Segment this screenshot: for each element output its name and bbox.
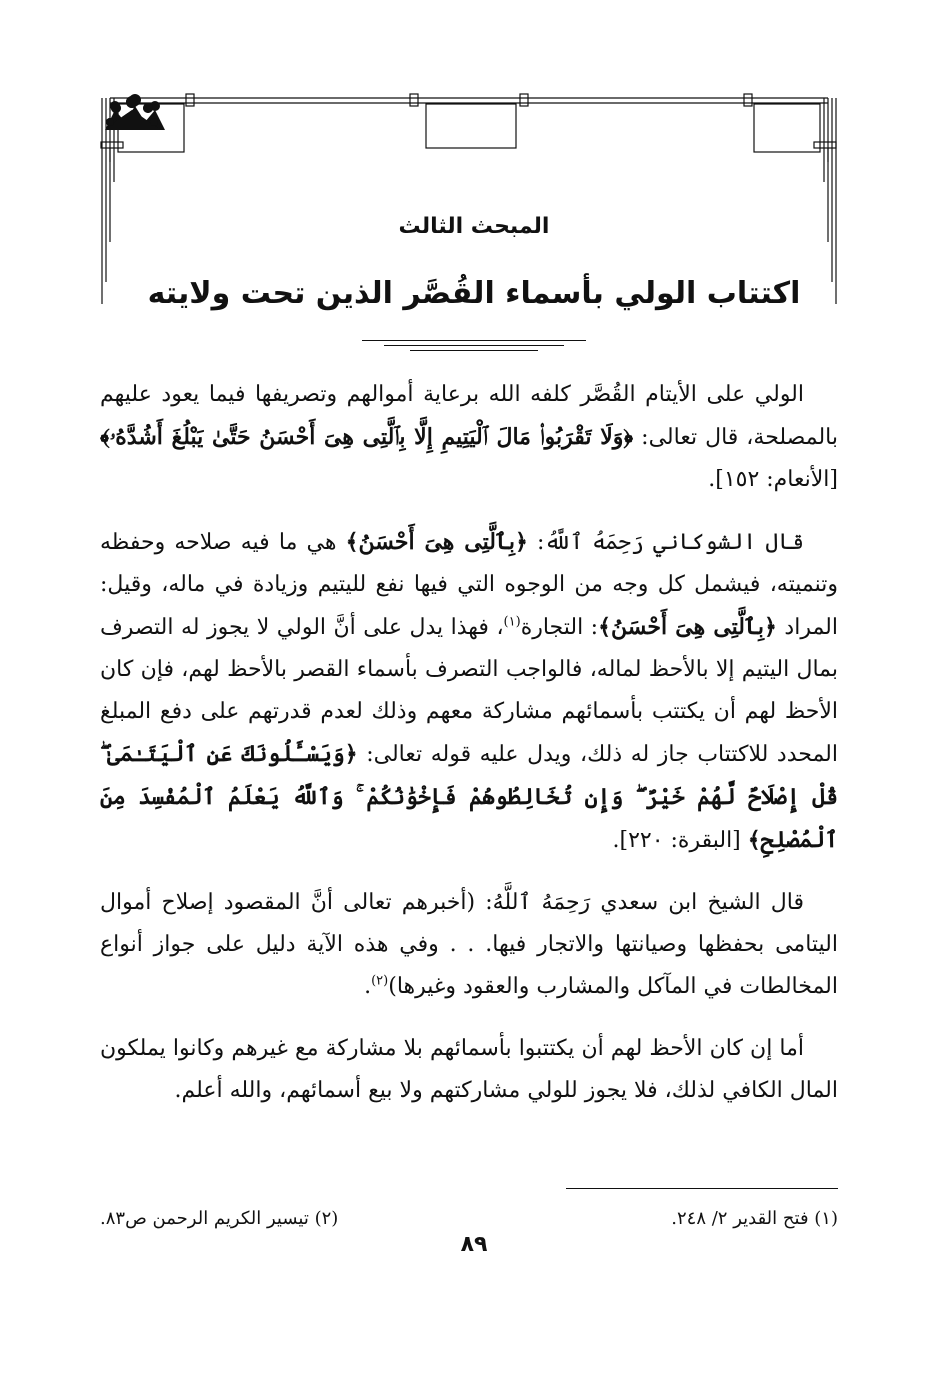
footnote-marker[interactable]: (١) bbox=[503, 614, 521, 630]
page-number: ٨٩ bbox=[460, 1232, 488, 1257]
quran-verse: ﴿وَلَا تَقْرَبُوا۟ مَالَ ٱلْيَتِيمِ إِلَّا بِٱلَّتِى هِىَ أَحْسَنُ حَتَّىٰ يَبْلُغَ أَشُدَّهُۥ﴾ bbox=[100, 424, 634, 450]
paragraph-text: : التجارة bbox=[520, 615, 599, 640]
footnote-2: (٢) تيسير الكريم الرحمن ص٨٣. bbox=[100, 1208, 339, 1229]
paragraph bbox=[100, 374, 838, 501]
title-rule bbox=[384, 345, 564, 346]
footnote-separator bbox=[566, 1188, 838, 1189]
chapter-title: اكتتاب الولي بأسماء القُصَّر الذين تحت ولايته bbox=[147, 276, 801, 311]
title-rule bbox=[410, 350, 538, 351]
section-label: المبحث الثالث bbox=[398, 214, 550, 239]
quran-verse: ﴿بِٱلَّتِى هِىَ أَحْسَنُ﴾ bbox=[345, 529, 528, 555]
paragraph bbox=[100, 1028, 838, 1112]
paragraph-text: الولي على الأيتام القُصَّر كلفه الله برعاية أموالهم وتصريفها فيما يعود عليهم بالمصلحة، قال تعالى: bbox=[100, 382, 839, 450]
paragraph-text: أما إن كان الأحظ لهم أن يكتتبوا بأسمائهم بلا مشاركة مع غيرهم وكانوا يملكون المال الكافي لذلك، فلا يجوز للولي مشاركتهم ولا بيع أسمائهم، والله أعلم. bbox=[100, 1036, 838, 1103]
quran-verse: ﴿وَيَسْـَٔلُونَكَ عَنِ ٱلْيَتَـٰمَىٰ ۖ قُلْ إِصْلَاحٌ لَّهُمْ خَيْرٌ ۖ وَإِن تُخَالِطُوهُمْ فَإِخْوَٰنُكُمْ ۚ وَٱللَّهُ يَعْلَمُ ٱلْمُفْسِدَ مِنَ ٱلْمُصْلِحِ﴾ bbox=[100, 741, 838, 853]
verse-reference: [الأنعام: ١٥٢]. bbox=[708, 467, 838, 492]
paragraph-text: هي ما فيه صلاحه وحفظه وتنميته، فيشمل كل وجه من الوجوه التي فيها نفع لليتيم وزيادة في ماله، وقيل: المراد bbox=[100, 530, 838, 640]
paragraph-text: قال الشيخ ابن سعدي رَحِمَهُ ٱللَّهُ: (أخبرهم تعالى أنَّ المقصود إصلاح أموال اليتامى بحفظها وصيانتها والاتجار فيها. . . وفي هذه الآية دليل على جواز أنواع المخالطات في المآكل والمشارب والعقود وغيرها) bbox=[100, 890, 838, 999]
footnote-1: (١) فتح القدير ٢/ ٢٤٨. bbox=[671, 1208, 838, 1229]
title-rule bbox=[362, 340, 586, 341]
paragraph bbox=[100, 882, 838, 1008]
footnotes bbox=[100, 1208, 838, 1229]
verse-reference: [البقرة: ٢٢٠]. bbox=[612, 828, 748, 853]
paragraph-text: ، فهذا يدل على أنَّ الولي لا يجوز له التصرف بمال اليتيم إلا بالأحظ لماله، فالواجب التصرف بأسماء القصر بالأحظ لهم، فإن كان الأحظ لهم أن يكتتب بأسمائهم مشاركة معهم وذلك لعدم قدرتهم على دفع المبلغ المحدد للاكتتاب جاز له ذلك، ويدل عليه قوله تعالى: bbox=[100, 615, 838, 767]
paragraph-text: . bbox=[364, 974, 372, 999]
floral-ornament-icon bbox=[100, 92, 164, 132]
quran-verse: ﴿بِٱلَّتِى هِىَ أَحْسَنُ﴾ bbox=[598, 614, 777, 640]
paragraph bbox=[100, 521, 838, 862]
footnote-marker[interactable]: (٢) bbox=[371, 973, 389, 989]
paragraph-text: قال الشوكاني رَحِمَهُ ٱللَّهُ: bbox=[527, 530, 804, 555]
main-text bbox=[100, 374, 838, 1132]
